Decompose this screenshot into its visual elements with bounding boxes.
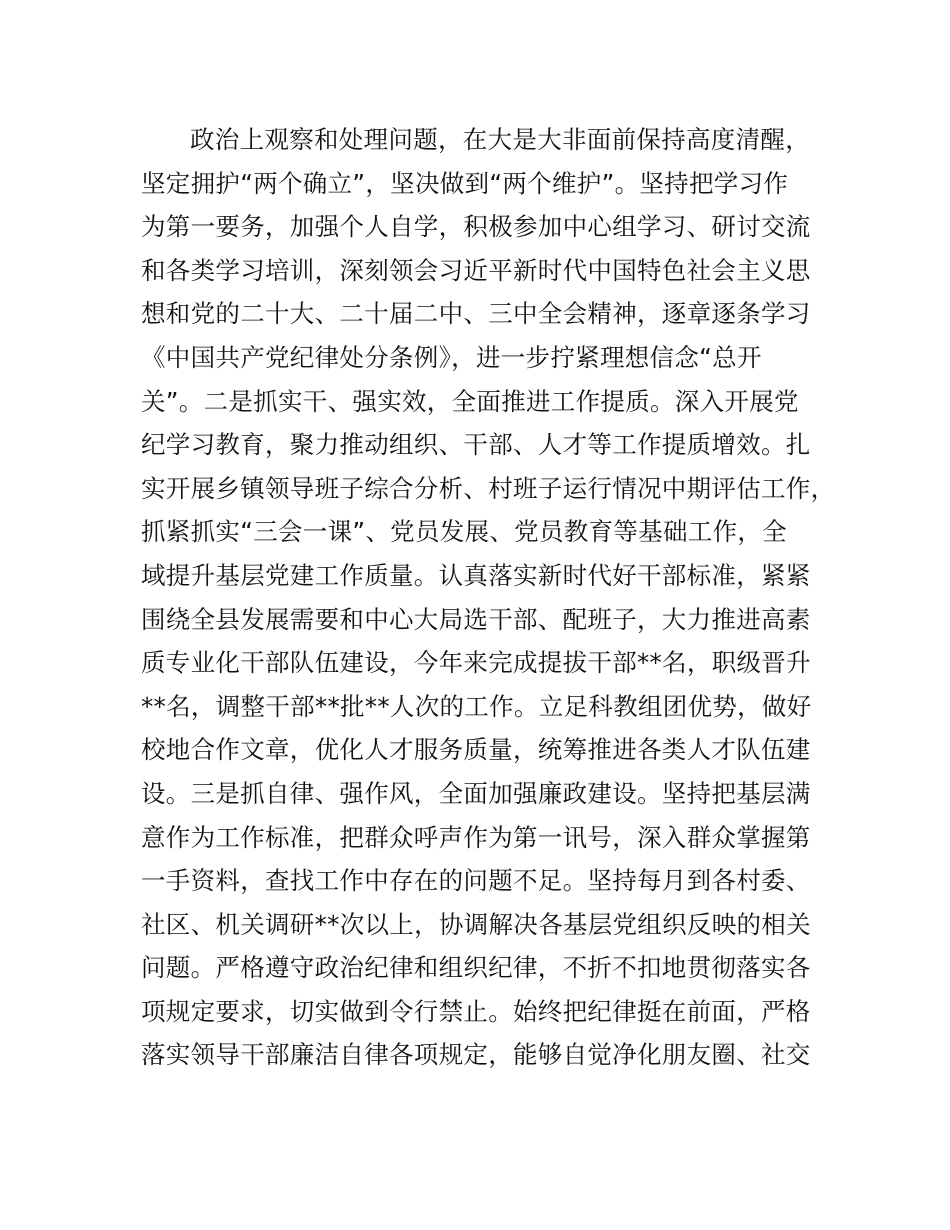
text-line: 社区、机关调研**次以上，协调解决各基层党组织反映的相关 xyxy=(141,909,811,939)
text-line: 抓紧抓实“三会一课”、党员发展、党员教育等基础工作，全 xyxy=(141,517,787,547)
text-line: 实开展乡镇领导班子综合分析、村班子运行情况中期评估工作， xyxy=(141,473,836,503)
text-line: 为第一要务，加强个人自学，积极参加中心组学习、研讨交流 xyxy=(141,212,811,242)
text-line: 落实领导干部廉洁自律各项规定，能够自觉净化朋友圈、社交 xyxy=(141,1040,811,1070)
text-line: 纪学习教育，聚力推动组织、干部、人才等工作提质增效。扎 xyxy=(141,430,811,460)
text-line: 想和党的二十大、二十届二中、三中全会精神，逐章逐条学习 xyxy=(141,299,811,329)
text-line: 项规定要求，切实做到令行禁止。始终把纪律挺在前面，严格 xyxy=(141,996,811,1026)
text-line: 一手资料，查找工作中存在的问题不足。坚持每月到各村委、 xyxy=(141,866,811,896)
text-line: 和各类学习培训，深刻领会习近平新时代中国特色社会主义思 xyxy=(141,255,811,285)
text-line: 《中国共产党纪律处分条例》，进一步拧紧理想信念“总开 xyxy=(141,342,762,372)
text-line: 质专业化干部队伍建设，今年来完成提拔干部**名，职级晋升 xyxy=(141,648,811,678)
text-line: 校地合作文章，优化人才服务质量，统筹推进各类人才队伍建 xyxy=(141,735,811,765)
text-line: 域提升基层党建工作质量。认真落实新时代好干部标准，紧紧 xyxy=(141,560,811,590)
text-line: 设。三是抓自律、强作风，全面加强廉政建设。坚持把基层满 xyxy=(141,778,811,808)
text-line: 问题。严格遵守政治纪律和组织纪律，不折不扣地贯彻落实各 xyxy=(141,953,811,983)
text-line: 意作为工作标准，把群众呼声作为第一讯号，深入群众掌握第 xyxy=(141,822,811,852)
text-line: 围绕全县发展需要和中心大局选干部、配班子，大力推进高素 xyxy=(141,604,811,634)
text-line: 关”。二是抓实干、强实效，全面推进工作提质。深入开展党 xyxy=(141,386,799,416)
body-paragraph xyxy=(141,118,841,1077)
text-line: 坚定拥护“两个确立”，坚决做到“两个维护”。坚持把学习作 xyxy=(141,168,789,198)
text-line: **名，调整干部**批**人次的工作。立足科教组团优势，做好 xyxy=(141,691,812,721)
text-line: 政治上观察和处理问题，在大是大非面前保持高度清醒， xyxy=(190,125,810,154)
